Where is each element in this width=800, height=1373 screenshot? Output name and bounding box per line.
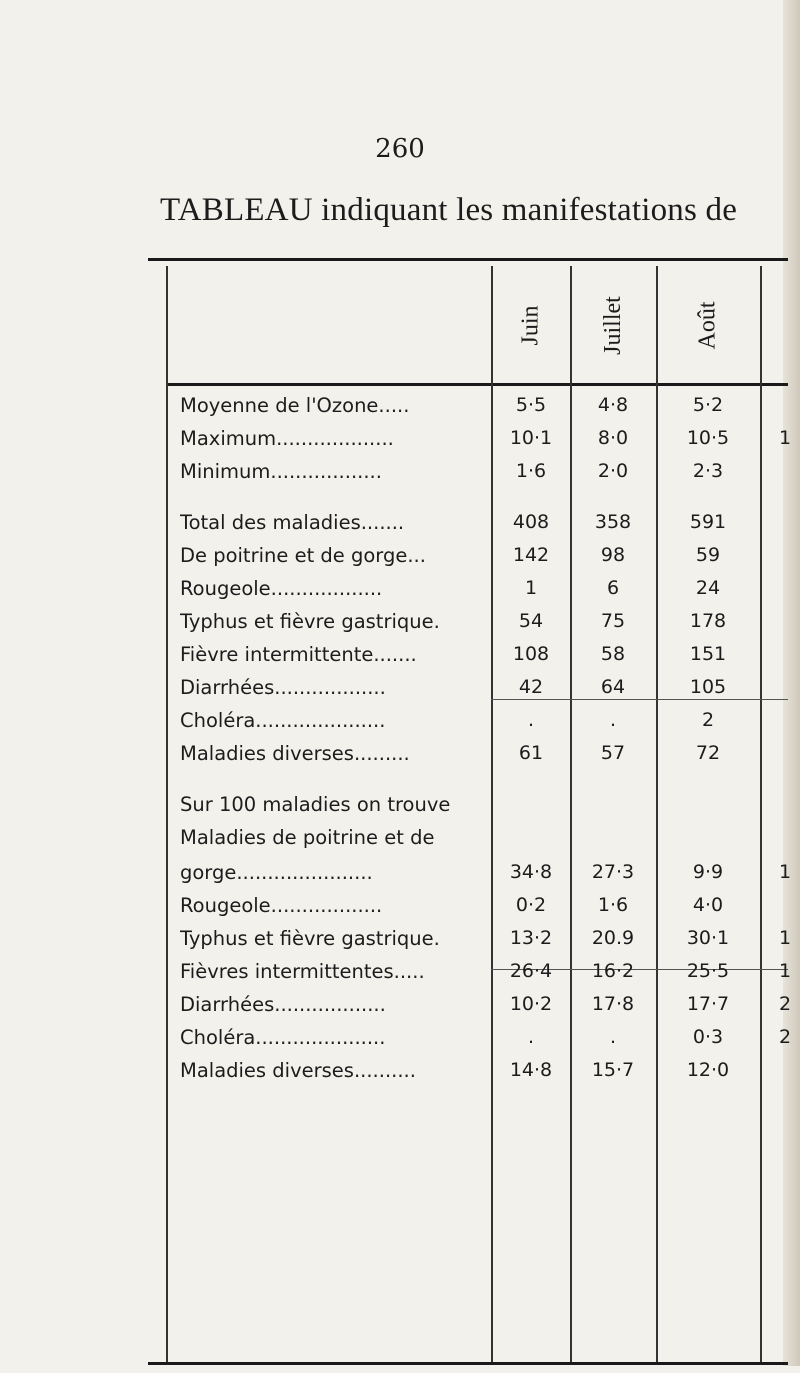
cell-pct-diarrhees-partial: 2 [778,993,792,1015]
cell-maladies-typhus-juin: 54 [518,610,544,632]
row-label-pct-fievres: Fièvres intermittentes..... [180,960,425,983]
cell-maladies-total-aout: 591 [689,511,727,533]
cell-pct-diarrhees-juin: 10·2 [509,993,553,1015]
cell-maladies-typhus-juillet: 75 [600,610,626,632]
row-label-maladies-diarrhees: Diarrhées.................. [180,676,386,699]
header-month-juin: Juin [517,304,544,346]
cell-maladies-diverses-juin: 61 [518,742,544,764]
cell-maladies-poitrine-juillet: 98 [600,544,626,566]
cell-pct-typhus-aout: 30·1 [686,927,730,949]
cell-pct-fievres-partial: 1 [778,960,792,982]
cell-pct-diverses-juin: 14·8 [509,1059,553,1081]
cell-maladies-diarrhees-juillet: 64 [600,676,626,698]
header-month-juillet: Juillet [599,295,626,355]
cell-maladies-rougeole-juin: 1 [524,577,538,599]
cell-maladies-diarrhees-aout: 105 [689,676,727,698]
row-label-maladies-typhus: Typhus et fièvre gastrique. [180,610,440,633]
cell-maladies-typhus-aout: 178 [689,610,727,632]
cell-pct-typhus-juin: 13·2 [509,927,553,949]
table-top-rule [148,258,788,261]
col-sep-aout [760,266,762,1362]
cell-maladies-fievre-juin: 108 [512,643,550,665]
cell-pct-typhus-partial: 1 [778,927,792,949]
cell-maladies-cholera-juin: . [527,709,535,731]
cell-maladies-total-juillet: 358 [594,511,632,533]
row-label-pct-typhus: Typhus et fièvre gastrique. [180,927,440,950]
cell-ozone-minimum-juin: 1·6 [515,460,547,482]
cell-pct-cholera-juin: . [527,1026,535,1048]
row-label-pct-diverses: Maladies diverses.......... [180,1059,416,1082]
row-label-maladies-rougeole: Rougeole.................. [180,577,383,600]
row-label-pct-poitrine: Maladies de poitrine et de [180,826,435,849]
row-label-ozone-minimum: Minimum.................. [180,460,382,483]
cell-pct-diverses-juillet: 15·7 [591,1059,635,1081]
cell-pct-fievres-aout: 25·5 [686,960,730,982]
section-divider-1 [491,699,788,700]
row-label-pct-diarrhees: Diarrhées.................. [180,993,386,1016]
cell-ozone-moyenne-aout: 5·2 [692,394,724,416]
cell-pct-diarrhees-juillet: 17·8 [591,993,635,1015]
cell-ozone-moyenne-juin: 5·5 [515,394,547,416]
cell-maladies-total-juin: 408 [512,511,550,533]
cell-pct-cholera-aout: 0·3 [692,1026,724,1048]
cell-pct-fievres-juin: 26·4 [509,960,553,982]
cell-ozone-maximum-partial: 1 [778,427,792,449]
cell-pct-gorge-juillet: 27·3 [591,861,635,883]
col-sep-juillet [656,266,658,1362]
cell-pct-gorge-aout: 9·9 [692,861,724,883]
cell-maladies-poitrine-aout: 59 [695,544,721,566]
cell-maladies-poitrine-juin: 142 [512,544,550,566]
cell-pct-cholera-partial: 2 [778,1026,792,1048]
row-label-maladies-fievre: Fièvre intermittente....... [180,643,417,666]
cell-maladies-rougeole-juillet: 6 [606,577,620,599]
row-label-maladies-total: Total des maladies....... [180,511,405,534]
cell-maladies-diarrhees-juin: 42 [518,676,544,698]
row-label-pct-rougeole: Rougeole.................. [180,894,383,917]
cell-pct-cholera-juillet: . [609,1026,617,1048]
cell-maladies-rougeole-aout: 24 [695,577,721,599]
table-bottom-rule [148,1362,788,1365]
page-title: TABLEAU indiquant les manifestations de [160,192,738,228]
row-label-pct-cholera: Choléra..................... [180,1026,386,1049]
header-month-aout: Août [694,301,721,349]
section-intro-pourcentages: Sur 100 maladies on trouve [180,793,451,816]
header-rule [166,383,788,386]
cell-pct-diarrhees-aout: 17·7 [686,993,730,1015]
page-number: 260 [375,134,425,164]
cell-pct-rougeole-juin: 0·2 [515,894,547,916]
row-label-pct-gorge: gorge...................... [180,861,373,884]
cell-ozone-maximum-juin: 10·1 [509,427,553,449]
row-label-ozone-maximum: Maximum................... [180,427,394,450]
cell-maladies-fievre-aout: 151 [689,643,727,665]
cell-maladies-cholera-juillet: . [609,709,617,731]
row-label-ozone-moyenne: Moyenne de l'Ozone..... [180,394,410,417]
cell-ozone-maximum-aout: 10·5 [686,427,730,449]
cell-pct-typhus-juillet: 20.9 [591,927,635,949]
cell-pct-rougeole-aout: 4·0 [692,894,724,916]
data-table [148,258,792,1373]
cell-pct-rougeole-juillet: 1·6 [597,894,629,916]
cell-ozone-minimum-juillet: 2·0 [597,460,629,482]
cell-maladies-cholera-aout: 2 [701,709,715,731]
cell-pct-fievres-juillet: 16·2 [591,960,635,982]
cell-maladies-diverses-juillet: 57 [600,742,626,764]
cell-pct-gorge-juin: 34·8 [509,861,553,883]
cell-ozone-moyenne-juillet: 4·8 [597,394,629,416]
table-left-border [166,266,168,1362]
cell-pct-diverses-aout: 12·0 [686,1059,730,1081]
row-label-maladies-poitrine: De poitrine et de gorge... [180,544,426,567]
row-label-maladies-cholera: Choléra..................... [180,709,386,732]
cell-ozone-maximum-juillet: 8·0 [597,427,629,449]
cell-pct-gorge-partial: 1 [778,861,792,883]
cell-ozone-minimum-aout: 2·3 [692,460,724,482]
cell-maladies-diverses-aout: 72 [695,742,721,764]
cell-maladies-fievre-juillet: 58 [600,643,626,665]
row-label-maladies-diverses: Maladies diverses......... [180,742,410,765]
